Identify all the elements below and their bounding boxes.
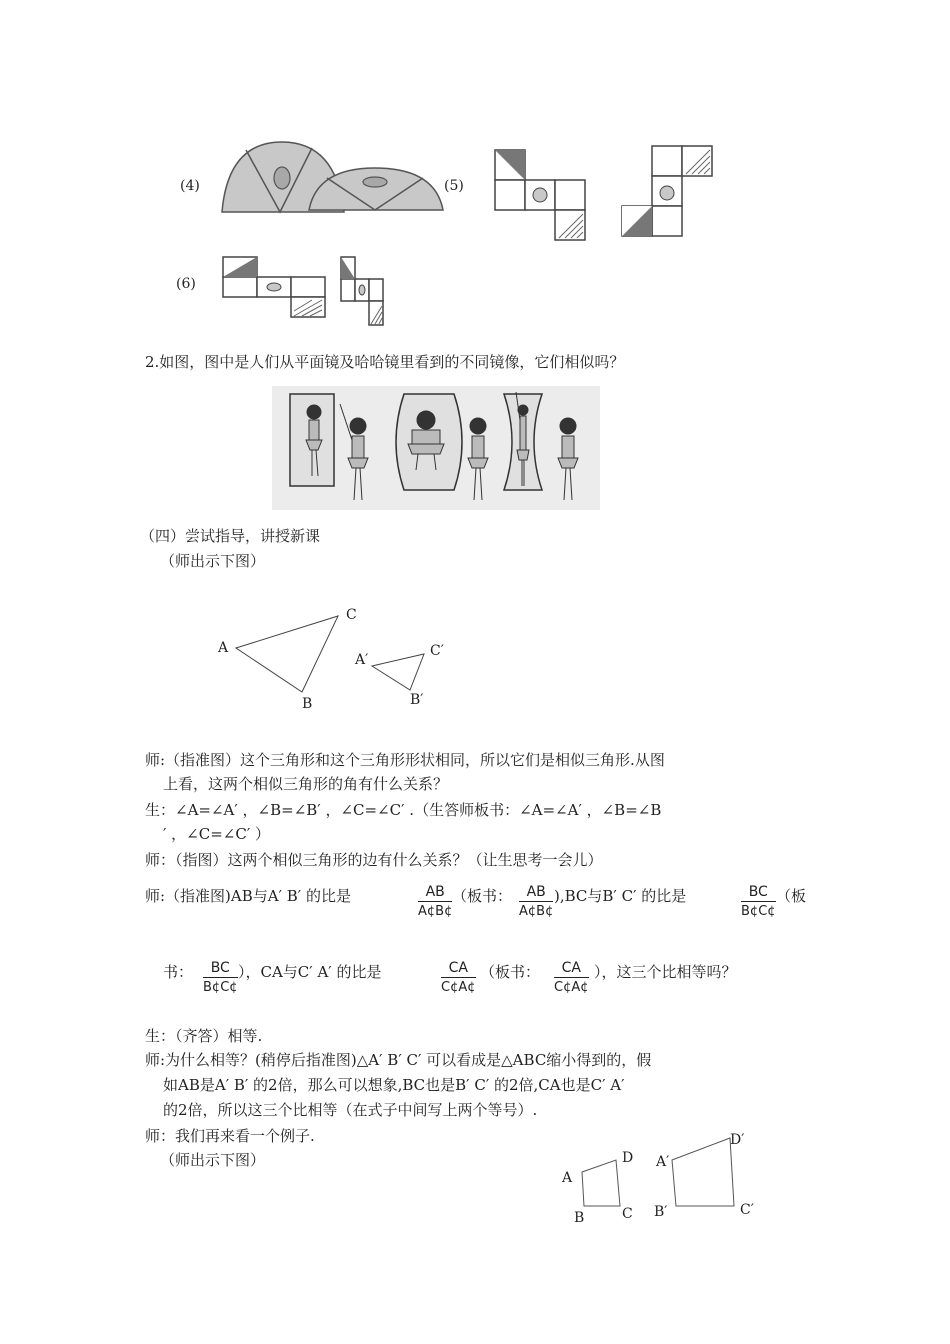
quad-label-b: B — [574, 1210, 585, 1226]
fraction-denominator: C¢A¢ — [441, 980, 476, 995]
quadrilateral-abcd — [578, 1158, 624, 1210]
teacher-line-3c: ),BC与B′ C′ 的比是 — [554, 887, 687, 905]
fraction-denominator: C¢A¢ — [554, 980, 589, 995]
teacher-line-4c: （板书： — [480, 963, 541, 981]
teacher-line-1a: 师:（指准图）这个三角形和这个三角形形状相同，所以它们是相似三角形.从图 — [145, 751, 665, 769]
question-2: 2.如图，图中是人们从平面镜及哈哈镜里看到的不同镜像，它们相似吗？ — [145, 353, 625, 371]
show-figure-1: （师出示下图） — [160, 552, 266, 570]
fraction-denominator: B¢C¢ — [203, 980, 238, 995]
quad-label-a-prime: A′ — [656, 1154, 670, 1170]
fraction-bc-1 — [741, 884, 776, 919]
fraction-denominator: A¢B¢ — [418, 904, 453, 919]
quad-label-b-prime: B′ — [654, 1204, 668, 1220]
figure-label-5: (5) — [444, 178, 464, 194]
figure-label-4: (4) — [180, 178, 200, 194]
teacher-line-4a: 书： — [163, 963, 194, 981]
fraction-ca-2 — [554, 960, 589, 995]
label-c: C — [346, 607, 357, 623]
label-b-prime: B′ — [410, 692, 424, 708]
fraction-denominator: B¢C¢ — [741, 904, 776, 919]
student-line-2: 生：（齐答）相等. — [145, 1027, 263, 1045]
quad-label-c: C — [622, 1206, 633, 1222]
teacher-line-3d: （板 — [776, 887, 807, 905]
teacher-line-5b: 如AB是A′ B′ 的2倍，那么可以想象,BC也是B′ C′ 的2倍,CA也是C′ A′ — [163, 1076, 625, 1094]
student-line-1a: 生：∠A=∠A′ ，∠B=∠B′ ，∠C=∠C′ .（生答师板书：∠A=∠A′ ，∠B=∠B — [145, 801, 662, 819]
teacher-line-5a: 师:为什么相等？(稍停后指准图)△A′ B′ C′ 可以看成是△ABC缩小得到的，假 — [145, 1051, 652, 1069]
figure-5-net-right — [620, 146, 720, 244]
fraction-ab-2 — [519, 884, 553, 919]
teacher-line-6: 师：我们再来看一个例子. — [145, 1127, 315, 1145]
teacher-line-2: 师：（指图）这两个相似三角形的边有什么关系？（让生思考一会儿） — [145, 851, 603, 869]
teacher-line-3b: （板书： — [452, 887, 513, 905]
triangle-abc-small — [370, 652, 430, 694]
section-heading: （四）尝试指导，讲授新课 — [140, 527, 321, 545]
quadrilateral-abcd-large — [668, 1136, 738, 1210]
figure-5-net-left — [493, 150, 593, 242]
quad-label-d: D — [622, 1150, 634, 1166]
teacher-line-4b: ），CA与C′ A′ 的比是 — [238, 963, 382, 981]
fraction-numerator: AB — [519, 884, 553, 902]
fraction-bc-2 — [203, 960, 238, 995]
fraction-denominator: A¢B¢ — [519, 904, 554, 919]
figure-label-6: (6) — [176, 276, 196, 292]
fraction-numerator: CA — [441, 960, 476, 978]
teacher-line-3a: 师:（指准图)AB与A′ B′ 的比是 — [145, 887, 351, 905]
figure-4-flat-dome — [307, 160, 447, 216]
quad-label-c-prime: C′ — [740, 1202, 754, 1218]
label-b: B — [302, 696, 313, 712]
teacher-line-1b: 上看，这两个相似三角形的角有什么关系？ — [163, 775, 449, 793]
triangle-abc — [232, 614, 352, 694]
quad-label-a: A — [562, 1170, 573, 1186]
fraction-numerator: BC — [203, 960, 238, 978]
quad-label-d-prime: D′ — [730, 1132, 745, 1148]
show-figure-2: （师出示下图） — [160, 1151, 266, 1169]
figure-6-net-wide — [222, 256, 326, 320]
teacher-line-5c: 的2倍，所以这三个比相等（在式子中间写上两个等号）. — [163, 1101, 538, 1119]
fraction-numerator: BC — [741, 884, 776, 902]
student-line-1b: ′ ，∠C=∠C′ ） — [163, 825, 271, 843]
figure-6-net-tall — [340, 256, 388, 328]
fraction-numerator: CA — [554, 960, 589, 978]
fraction-numerator: AB — [418, 884, 452, 902]
label-c-prime: C′ — [430, 643, 444, 659]
fraction-ca-1 — [441, 960, 476, 995]
fraction-ab-1 — [418, 884, 452, 919]
label-a: A — [218, 640, 229, 656]
label-a-prime: A′ — [355, 652, 369, 668]
teacher-line-4d: ），这三个比相等吗？ — [594, 963, 737, 981]
mirror-illustration — [272, 386, 600, 510]
